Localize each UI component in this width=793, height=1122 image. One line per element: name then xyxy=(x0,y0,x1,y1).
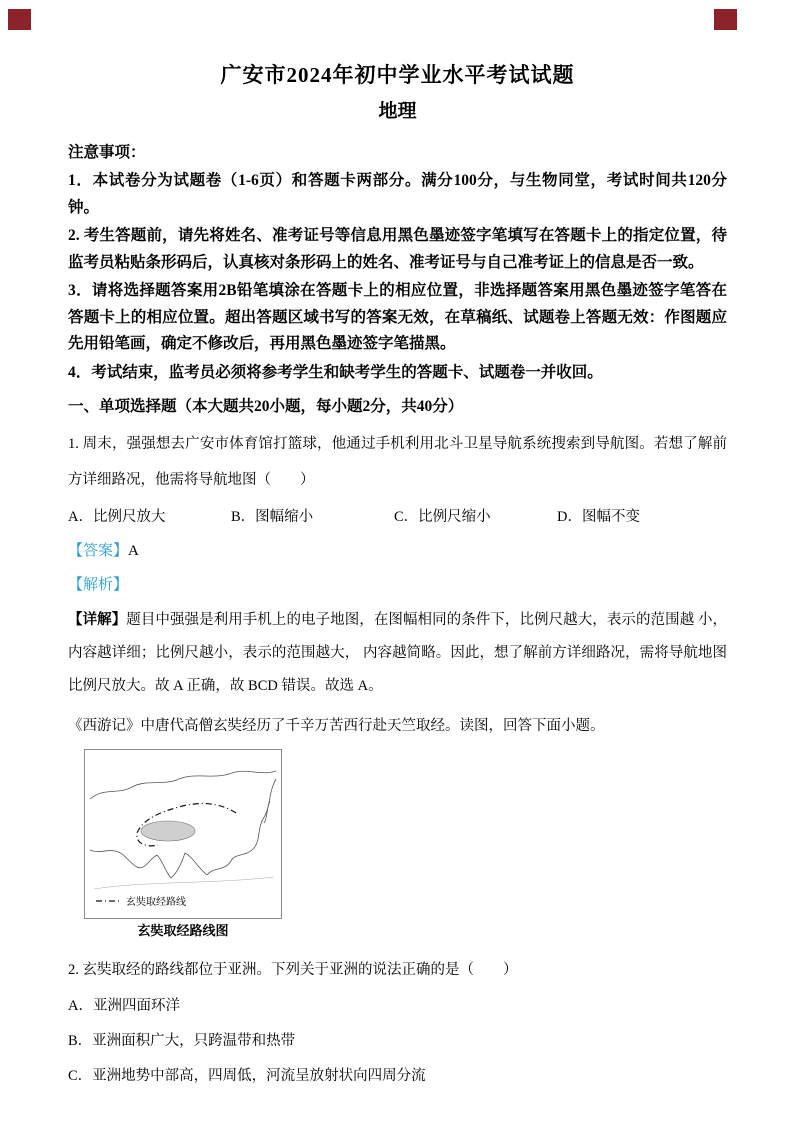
question-2-stem: 2. 玄奘取经的路线都位于亚洲。下列关于亚洲的说法正确的是（ ） xyxy=(68,962,518,978)
answer-line xyxy=(68,540,727,562)
detail-text: 题目中强强是利用手机上的电子地图，在图幅相同的条件下，比例尺越大，表示的范围越 小，内容越详细；比例尺越小，表示的范围越大， 内容越简略。因此，想了解前方详细路况，需将导航地图比例尺放大。故 A 正确，故 BCD 错误。故选 A。 xyxy=(68,612,728,694)
q1-option-a: A．比例尺放大 xyxy=(68,509,166,525)
section-1-heading: 一、单项选择题（本大题共20小题，每小题2分，共40分） xyxy=(68,398,464,415)
question-1-stem: 1. 周末，强强想去广安市体育馆打篮球，他通过手机利用北斗卫星导航系统搜索到导航图。若想了解前方详细路况，他需将导航地图（ ） xyxy=(68,436,727,488)
notice-item-4: 4．考试结束，监考员必须将参考学生和缺考学生的答题卡、试题卷一并收回。 xyxy=(68,363,603,381)
notice-item-1: 1．本试卷分为试题卷（1-6页）和答题卡两部分。满分100分，与生物同堂，考试时间共120分钟。 xyxy=(68,172,727,216)
detail-label: 【详解】 xyxy=(68,612,127,628)
q1-option-b: B．图幅缩小 xyxy=(231,509,314,525)
notices-block xyxy=(68,140,727,386)
route-map-image xyxy=(84,749,282,919)
exam-title: 广安市2024年初中学业水平考试试题 xyxy=(220,63,575,87)
map-caption: 玄奘取经路线图 xyxy=(137,923,229,938)
red-stamp-right xyxy=(714,9,737,30)
q1-option-c: C．比例尺缩小 xyxy=(394,509,491,525)
route-map-figure xyxy=(84,749,282,940)
exam-subject: 地理 xyxy=(378,101,417,122)
notices-heading: 注意事项： xyxy=(68,144,146,161)
map-legend-label: 玄奘取经路线 xyxy=(126,897,186,908)
red-stamp-left xyxy=(8,9,31,30)
q2-option-c: C．亚洲地势中部高，四周低，河流呈放射状向四周分流 xyxy=(68,1068,426,1084)
q1-option-d: D．图幅不变 xyxy=(557,509,640,525)
analysis-label: 【解析】 xyxy=(68,577,129,593)
passage-text: 《西游记》中唐代高僧玄奘经历了千辛万苦西行赴天竺取经。读图，回答下面小题。 xyxy=(68,718,605,734)
q2-option-a: A．亚洲四面环洋 xyxy=(68,998,180,1014)
detail-paragraph xyxy=(68,604,727,703)
question-1-options xyxy=(68,506,727,528)
answer-label: 【答案】 xyxy=(68,543,129,559)
q2-option-b: B．亚洲面积广大，只跨温带和热带 xyxy=(68,1033,296,1049)
answer-value: A xyxy=(128,543,139,559)
notice-item-3: 3．请将选择题答案用2B铅笔填涂在答题卡上的相应位置，非选择题答案用黑色墨迹签字笔答在答题卡上的相应位置。超出答题区域书写的答案无效，在草稿纸、试题卷上答题无效：作图题应先用铅笔画，确定不修改后，再用黑色墨迹签字笔描黑。 xyxy=(68,282,727,352)
map-plateau-shade xyxy=(141,821,195,841)
notice-item-2: 2. 考生答题前，请先将姓名、准考证号等信息用黑色墨迹签字笔填写在答题卡上的指定位置，待监考员粘贴条形码后，认真核对条形码上的姓名、准考证号与自己准考证上的信息是否一致。 xyxy=(68,227,727,271)
